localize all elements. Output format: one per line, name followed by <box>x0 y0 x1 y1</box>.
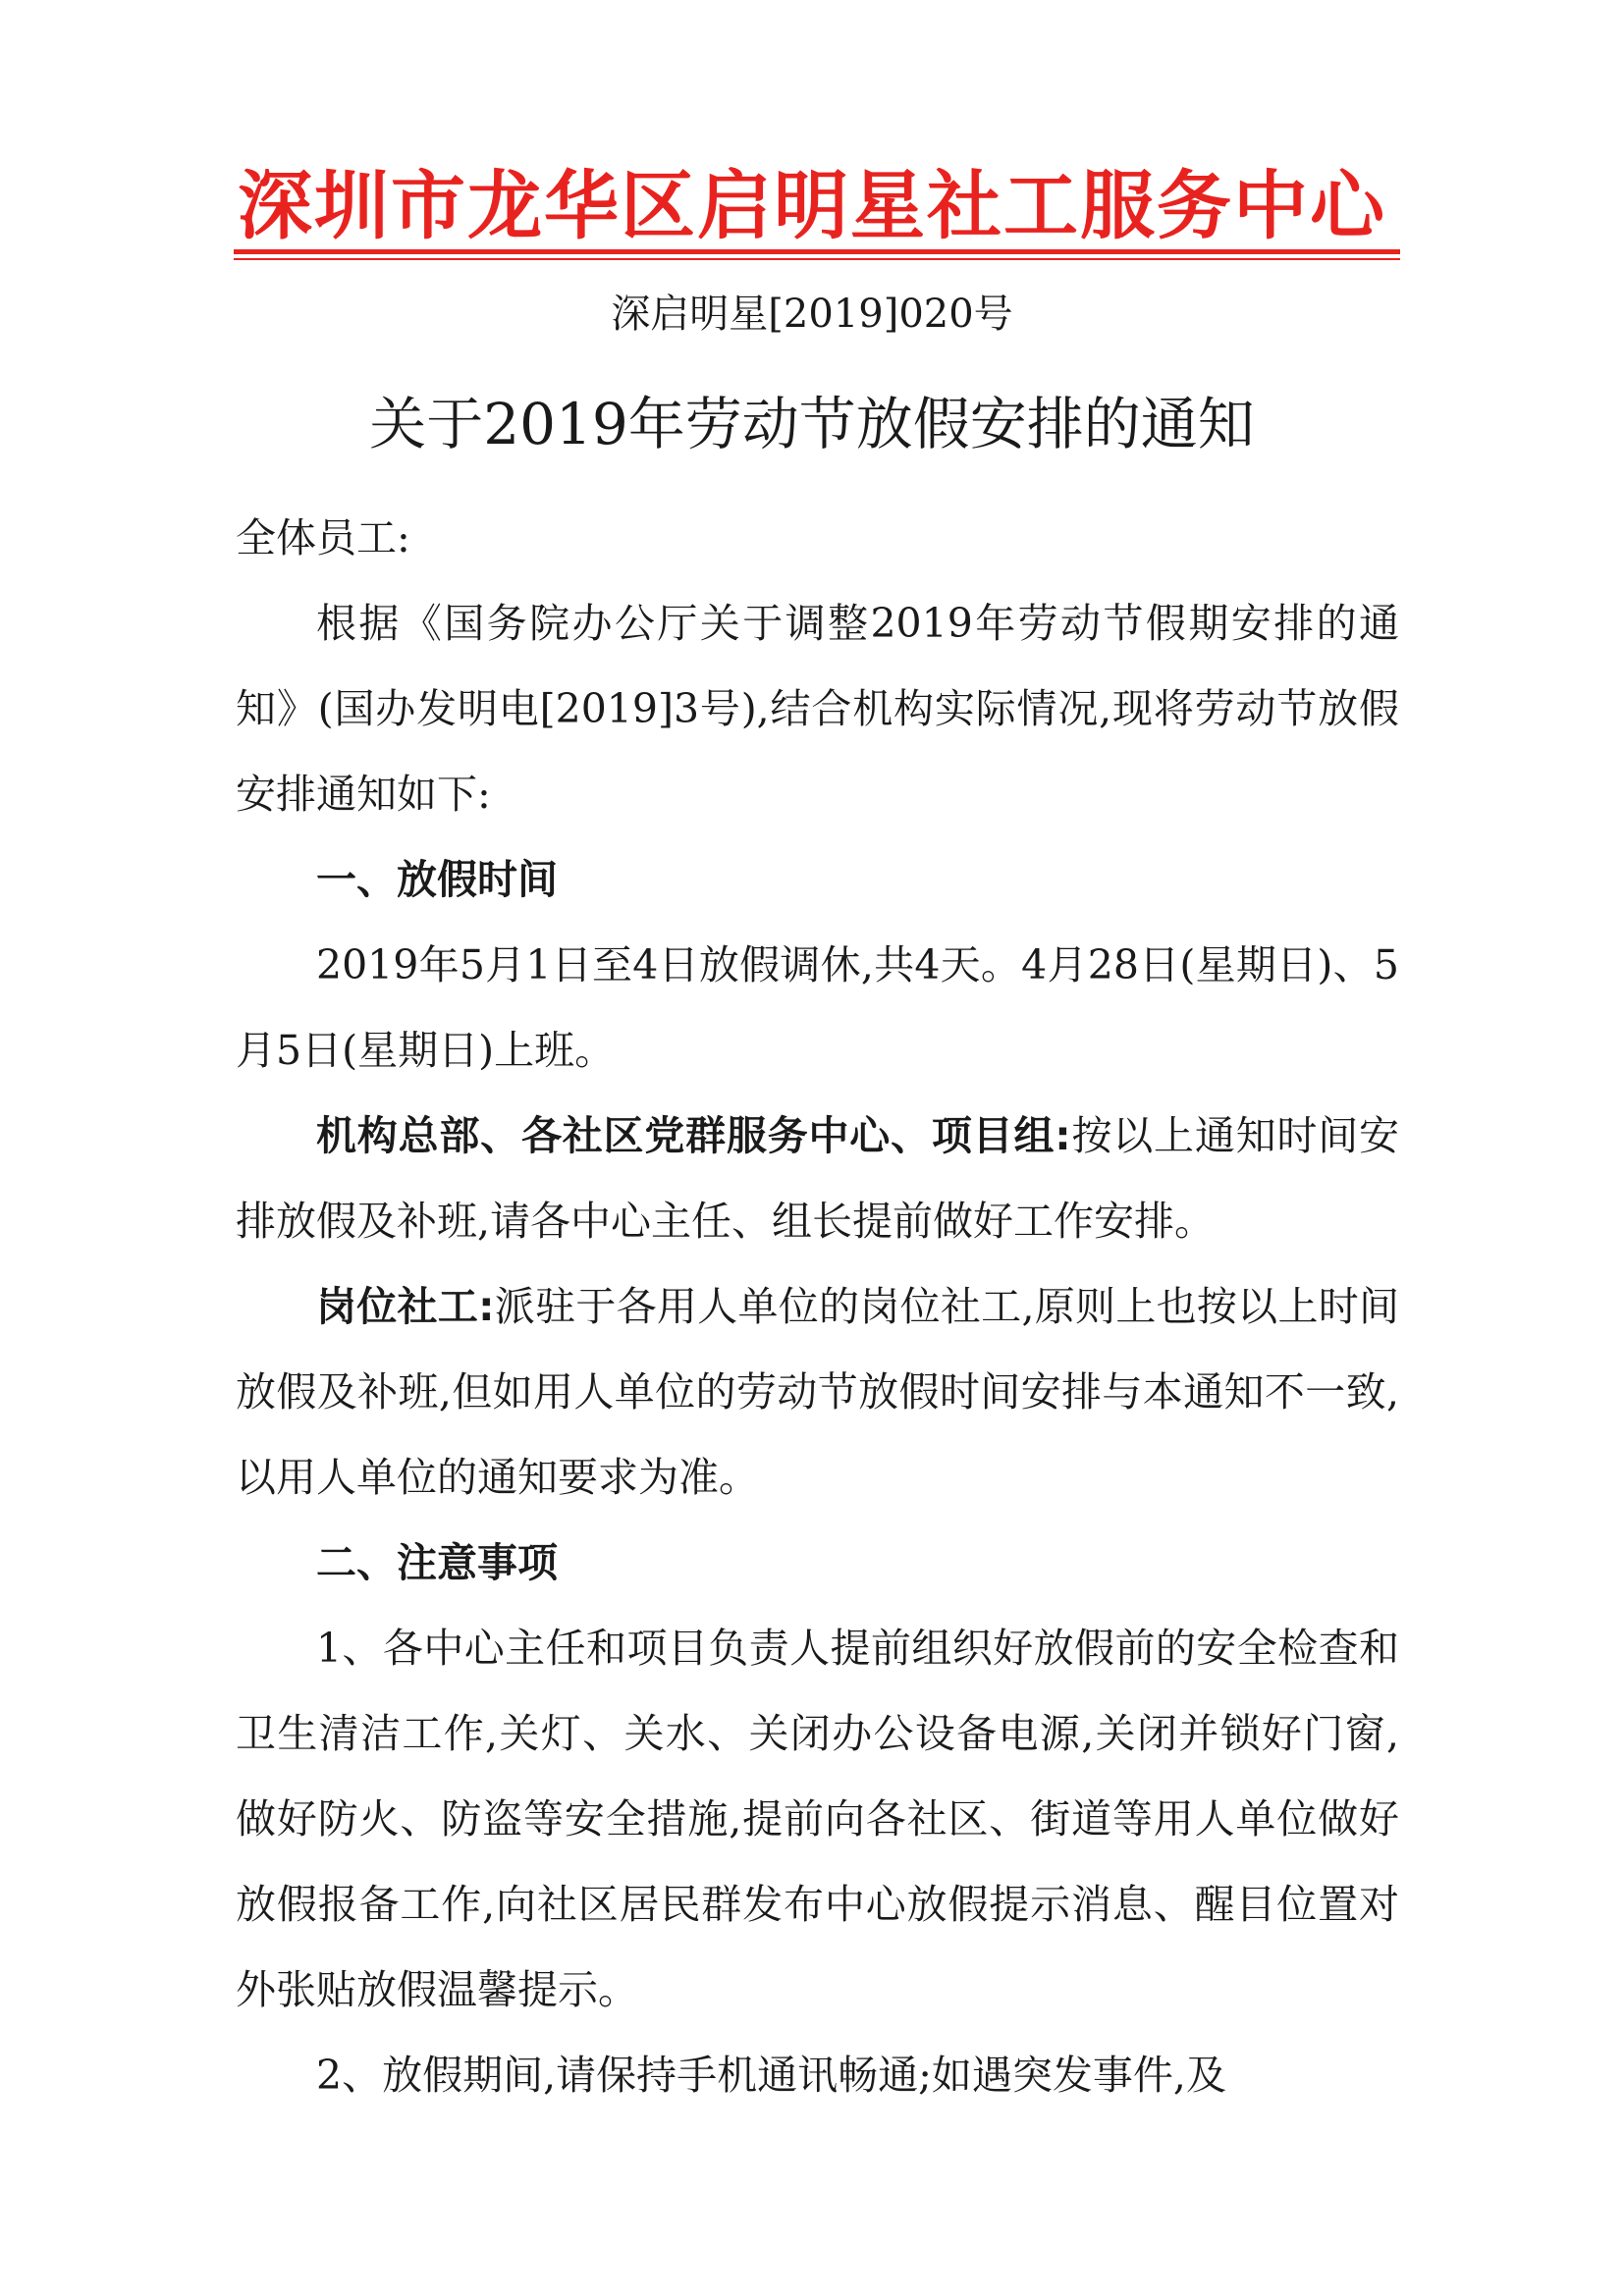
letterhead-red-rule-thin <box>234 258 1400 260</box>
document-number: 深启明星[2019]020号 <box>611 292 1013 337</box>
document-body <box>236 496 1399 2118</box>
section-heading-notes: 二、注意事项 <box>316 1539 558 1586</box>
hq-arrangement-text: 按以上通知时间安排放假及补班,请各中心主任、组长提前做好工作安排。 <box>236 1112 1399 1245</box>
document-title: 关于2019年劳动节放假安排的通知 <box>369 391 1255 457</box>
salutation: 全体员工: <box>236 514 410 561</box>
intro-paragraph: 根据《国务院办公厅关于调整2019年劳动节假期安排的通知》(国办发明电[2019]3号),结合机构实际情况,现将劳动节放假安排通知如下: <box>236 600 1399 818</box>
letterhead-red-rule-thick <box>234 249 1400 254</box>
section-heading-holiday-time: 一、放假时间 <box>316 856 558 903</box>
post-social-worker-lead: 岗位社工: <box>316 1283 495 1330</box>
organization-letterhead: 深圳市龙华区启明星社工服务中心 <box>238 162 1386 249</box>
hq-arrangement-lead: 机构总部、各社区党群服务中心、项目组: <box>316 1112 1071 1159</box>
post-social-worker-paragraph <box>236 1264 1399 1521</box>
notes-item-2: 2、放假期间,请保持手机通讯畅通;如遇突发事件,及 <box>316 2052 1226 2099</box>
holiday-dates-paragraph: 2019年5月1日至4日放假调休,共4天。4月28日(星期日)、5月5日(星期日)上班。 <box>236 941 1399 1074</box>
post-social-worker-text: 派驻于各用人单位的岗位社工,原则上也按以上时间放假及补班,但如用人单位的劳动节放假时间安排与本通知不一致,以用人单位的通知要求为准。 <box>236 1283 1400 1501</box>
hq-arrangement-paragraph <box>236 1094 1399 1264</box>
notes-item-1: 1、各中心主任和项目负责人提前组织好放假前的安全检查和卫生清洁工作,关灯、关水、关闭办公设备电源,关闭并锁好门窗,做好防火、防盗等安全措施,提前向各社区、街道等用人单位做好放假报备工作,向社区居民群发布中心放假提示消息、醒目位置对外张贴放假温馨提示。 <box>236 1625 1399 2013</box>
